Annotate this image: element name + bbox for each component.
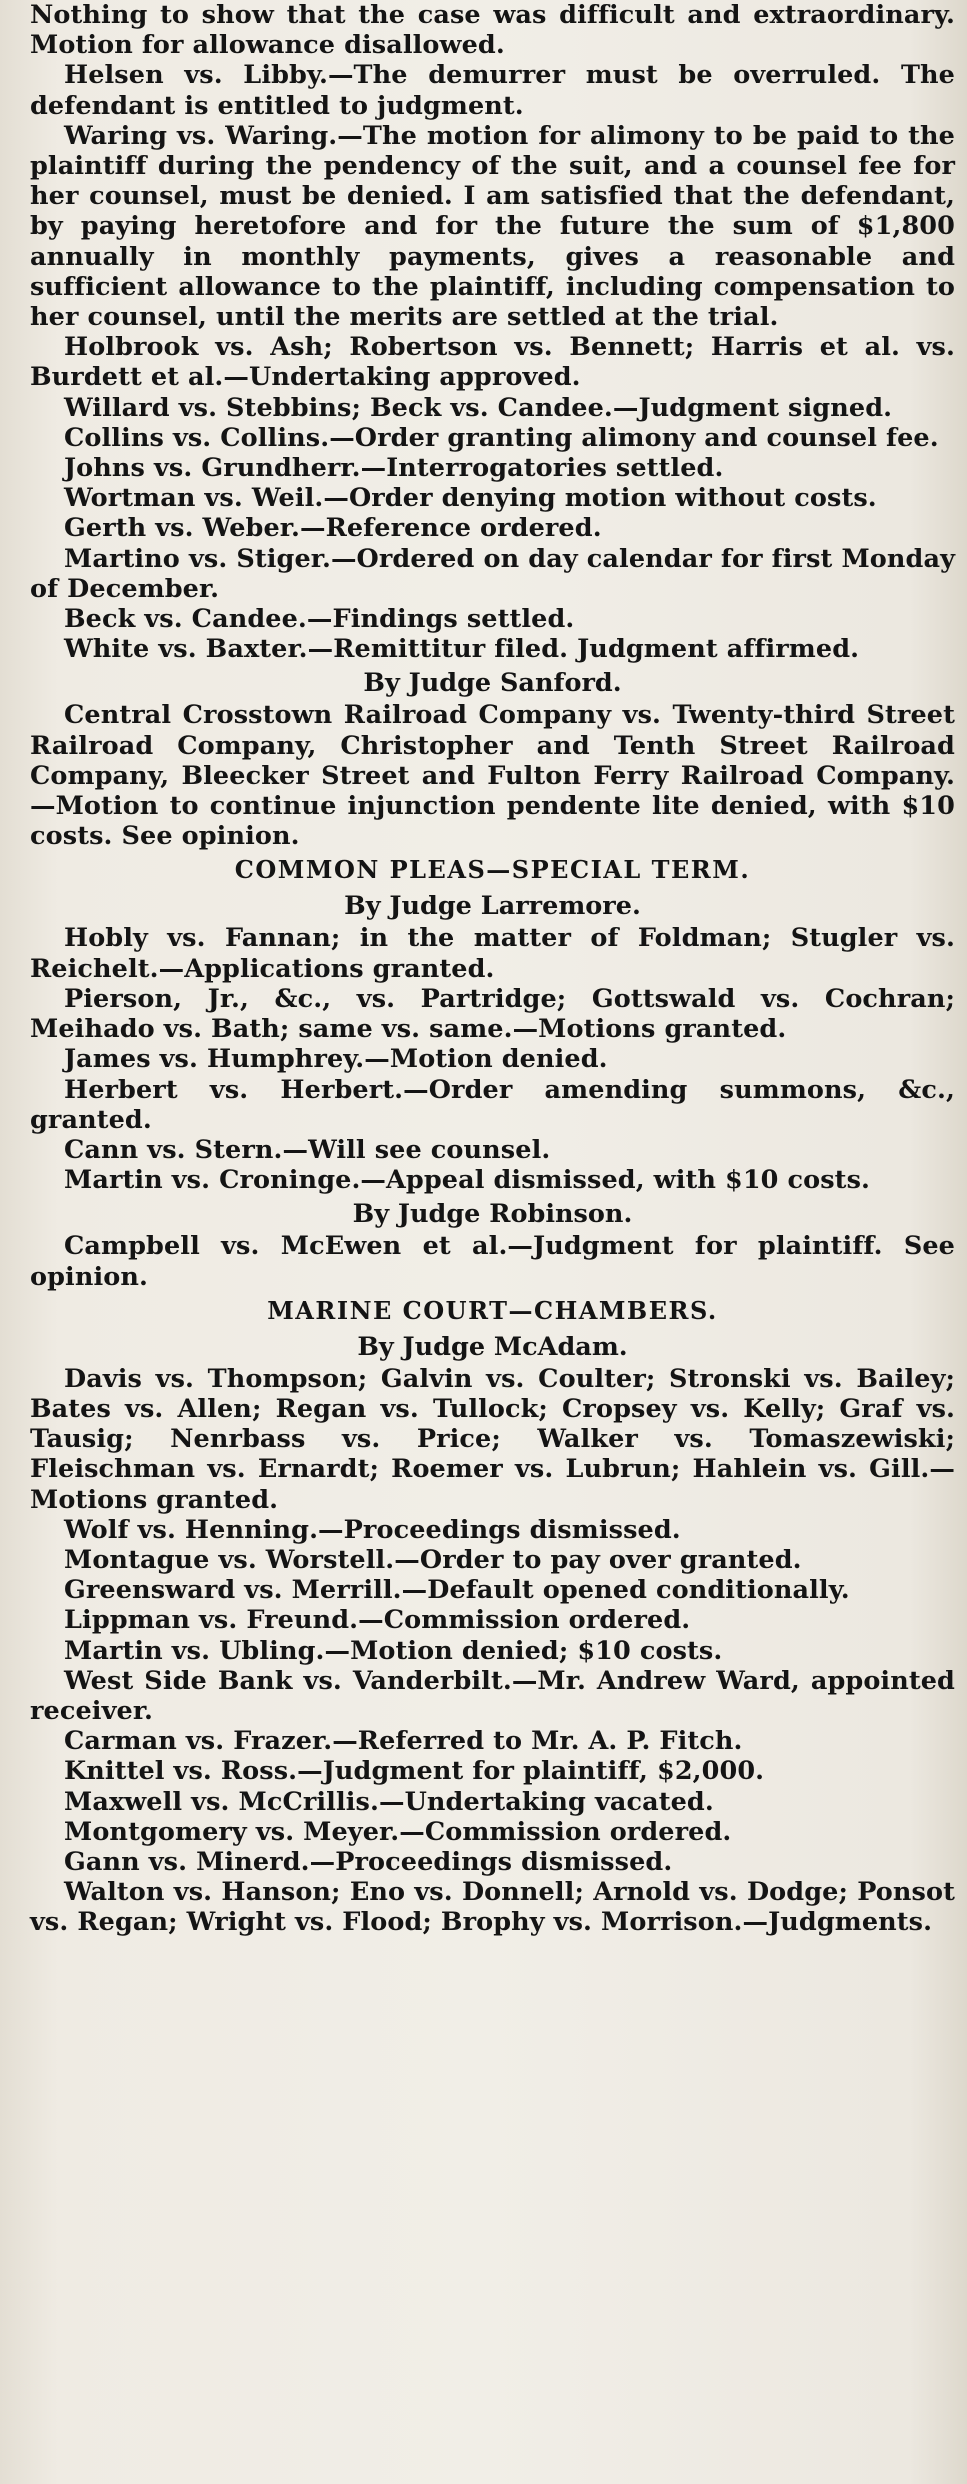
judge-subheading: By Judge Robinson. — [352, 1199, 633, 1230]
court-entry-paragraph: Martin vs. Ubling.—Motion denied; $10 costs. — [64, 1635, 723, 1666]
court-entry-paragraph: Holbrook vs. Ash; Robertson vs. Bennett; Harris et al. vs. Burdett et al.—Undertaking approved. — [30, 332, 955, 393]
court-entry-paragraph: Maxwell vs. McCrillis.—Undertaking vacated. — [64, 1786, 714, 1817]
court-entry-paragraph: Central Crosstown Railroad Company vs. Twenty-third Street Railroad Company, Christopher and Tenth Street Railroad Company, Bleecker Street and Fulton Ferry Railroad Company.—Motion to continue injunction pendente lite denied, with $10 costs. See opinion. — [30, 700, 955, 852]
court-entry-paragraph: Johns vs. Grundherr.—Interrogatories settled. — [64, 453, 724, 484]
court-entry-paragraph: Greensward vs. Merrill.—Default opened conditionally. — [64, 1575, 850, 1606]
judge-subheading: By Judge Larremore. — [344, 891, 641, 922]
court-entry-paragraph: Montgomery vs. Meyer.—Commission ordered. — [64, 1816, 732, 1847]
court-entry-paragraph: Waring vs. Waring.—The motion for alimony to be paid to the plaintiff during the pendency of the suit, and a counsel fee for her counsel, must be denied. I am satisfied that the defendant, by paying heretofore and for the future the sum of $1,800 annually in monthly payments, gives a reasonable and sufficient allowance to the plaintiff, including compensation to her counsel, until the merits are settled at the trial. — [30, 120, 955, 333]
court-entry-paragraph: Davis vs. Thompson; Galvin vs. Coulter; Stronski vs. Bailey; Bates vs. Allen; Regan vs. Tullock; Cropsey vs. Kelly; Graf vs. Tausig; Nenrbass vs. Price; Walker vs. Tomaszewiski; Fleischman vs. Ernardt; Roemer vs. Lubrun; Hahlein vs. Gill.—Motions granted. — [30, 1363, 955, 1515]
court-entry-paragraph: Campbell vs. McEwen et al.—Judgment for plaintiff. See opinion. — [30, 1231, 955, 1292]
section-heading: MARINE COURT—CHAMBERS. — [267, 1295, 718, 1325]
court-entry-paragraph: West Side Bank vs. Vanderbilt.—Mr. Andrew Ward, appointed receiver. — [30, 1665, 955, 1726]
court-entry-paragraph: Montague vs. Worstell.—Order to pay over granted. — [64, 1544, 802, 1575]
court-entry-paragraph: Helsen vs. Libby.—The demurrer must be overruled. The defendant is entitled to judgment. — [30, 60, 955, 121]
court-entry-paragraph: Lippman vs. Freund.—Commission ordered. — [64, 1605, 691, 1636]
court-entry-paragraph: Collins vs. Collins.—Order granting alimony and counsel fee. — [64, 422, 939, 453]
court-entry-paragraph: Pierson, Jr., &c., vs. Partridge; Gottswald vs. Cochran; Meihado vs. Bath; same vs. same.—Motions granted. — [30, 983, 955, 1045]
court-entry-paragraph: Herbert vs. Herbert.—Order amending summons, &c., granted. — [30, 1074, 955, 1135]
court-entry-paragraph: White vs. Baxter.—Remittitur filed. Judgment affirmed. — [64, 634, 860, 665]
court-entry-paragraph: Martino vs. Stiger.—Ordered on day calendar for first Monday of December. — [30, 543, 955, 604]
court-entry-paragraph: Wolf vs. Henning.—Proceedings dismissed. — [64, 1514, 681, 1545]
court-entry-paragraph: Hobly vs. Fannan; in the matter of Foldman; Stugler vs. Reichelt.—Applications granted. — [30, 923, 955, 984]
court-entry-paragraph: James vs. Humphrey.—Motion denied. — [64, 1044, 608, 1075]
court-entry-paragraph: Carman vs. Frazer.—Referred to Mr. A. P. Fitch. — [64, 1726, 743, 1757]
column-body — [30, 0, 955, 1938]
court-entry-paragraph: Gann vs. Minerd.—Proceedings dismissed. — [64, 1846, 673, 1877]
court-entry-paragraph: Willard vs. Stebbins; Beck vs. Candee.—Judgment signed. — [64, 392, 893, 423]
judge-subheading: By Judge Sanford. — [363, 668, 622, 699]
court-entry-paragraph: Beck vs. Candee.—Findings settled. — [64, 604, 575, 635]
court-entry-paragraph: Nothing to show that the case was difficult and extraordinary. Motion for allowance disallowed. — [30, 0, 955, 61]
court-entry-paragraph: Walton vs. Hanson; Eno vs. Donnell; Arnold vs. Dodge; Ponsot vs. Regan; Wright vs. Flood; Brophy vs. Morrison.—Judgments. — [30, 1877, 955, 1938]
court-entry-paragraph: Knittel vs. Ross.—Judgment for plaintiff, $2,000. — [64, 1756, 765, 1787]
court-entry-paragraph: Cann vs. Stern.—Will see counsel. — [64, 1134, 551, 1165]
court-entry-paragraph: Wortman vs. Weil.—Order denying motion without costs. — [64, 483, 877, 514]
section-heading: COMMON PLEAS—SPECIAL TERM. — [234, 855, 751, 885]
court-entry-paragraph: Martin vs. Croninge.—Appeal dismissed, with $10 costs. — [64, 1165, 870, 1196]
court-entry-paragraph: Gerth vs. Weber.—Reference ordered. — [64, 513, 602, 544]
judge-subheading: By Judge McAdam. — [357, 1331, 628, 1362]
